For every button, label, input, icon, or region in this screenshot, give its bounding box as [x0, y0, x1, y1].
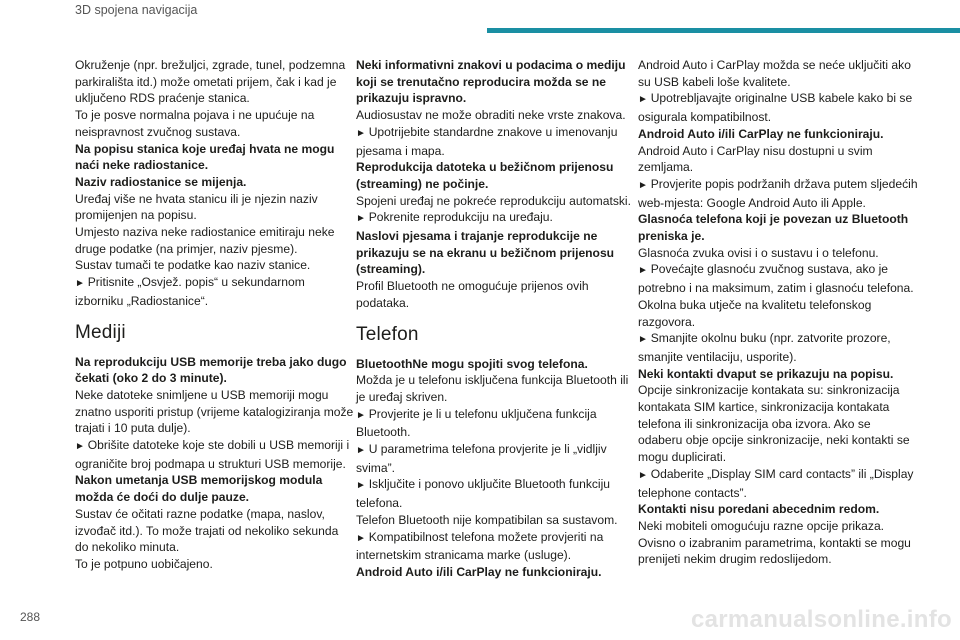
arrow-bullet-icon: ► [638, 265, 651, 277]
section-title: 3D spojena navigacija [75, 3, 198, 17]
instruction-text: Kompatibilnost telefona možete provjeriti na internetskim stranicama marke (usluge). [356, 529, 604, 563]
body-text: To je posve normalna pojava i ne upućuje na neispravnost zvučnog sustava. [75, 108, 315, 139]
arrow-bullet-icon: ► [356, 445, 369, 457]
problem-statement: Neki kontakti dvaput se prikazuju na popisu. [638, 366, 894, 381]
page-number: 288 [20, 610, 41, 624]
instruction-text: Isključite i ponovo uključite Bluetooth funkciju telefona. [356, 477, 611, 511]
body-text: Neki mobiteli omogućuju razne opcije prikaza. Ovisno o izabranim parametrima, kontakti se mogu prenijeti nekim drugim redoslijedom. [638, 518, 911, 567]
problem-statement: Na reprodukciju USB memorije treba jako dugo čekati (oko 2 do 3 minute). [75, 354, 347, 386]
body-text: Možda je u telefonu isključena funkcija Bluetooth ili je uređaj skriven. [356, 373, 629, 404]
instruction-item [638, 176, 918, 211]
instruction-item [356, 529, 636, 564]
instruction-text: U parametrima telefona provjerite je li „vidljiv svima”. [356, 442, 607, 475]
body-text: Neke datoteke snimljene u USB memoriji mogu znatno usporiti pristup (vrijeme katalogiziranja može trajati i 10 puta dulje). [75, 387, 354, 436]
arrow-bullet-icon: ► [638, 334, 651, 346]
body-text: Android Auto i CarPlay možda se neće uključiti ako su USB kabeli loše kvalitete. [638, 58, 911, 89]
instruction-text: Pokrenite reprodukciju na uređaju. [368, 210, 553, 225]
body-text: Uređaj više ne hvata stanicu ili je njezin naziv promijenjen na popisu. [75, 191, 318, 223]
instruction-item [638, 90, 918, 125]
instruction-item [356, 441, 636, 476]
arrow-bullet-icon: ► [638, 94, 651, 106]
problem-statement: Na popisu stanica koje uređaj hvata ne mogu naći neke radiostanice. [75, 141, 335, 173]
body-text: Umjesto naziva neke radiostanice emitiraju neke druge podatke (na primjer, naziv pjesme). [75, 225, 335, 256]
instruction-item [356, 209, 636, 228]
body-text: Telefon Bluetooth nije kompatibilan sa sustavom. [356, 512, 618, 527]
instruction-text: Upotrijebite standardne znakove u imenovanju pjesama i mapa. [356, 124, 618, 158]
text-column-1 [75, 57, 355, 573]
problem-statement: Naziv radiostanice se mijenja. [75, 174, 247, 189]
instruction-item [356, 406, 636, 441]
body-text: Spojeni uređaj ne pokreće reprodukciju automatski. [356, 193, 631, 208]
instruction-item [638, 330, 918, 365]
body-text: Android Auto i CarPlay nisu dostupni u svim zemljama. [638, 143, 873, 175]
body-text: To je potpuno uobičajeno. [75, 556, 213, 571]
section-heading: Telefon [356, 323, 419, 345]
problem-statement: Glasnoća telefona koji je povezan uz Bluetooth preniska je. [638, 212, 909, 244]
problem-statement: Nakon umetanja USB memorijskog modula možda će doći do dulje pauze. [75, 473, 323, 505]
arrow-bullet-icon: ► [638, 469, 651, 481]
arrow-bullet-icon: ► [356, 532, 369, 544]
problem-statement: Naslovi pjesama i trajanje reprodukcije ne prikazuju se na ekranu u bežičnom prijenosu (streaming). [356, 229, 615, 277]
arrow-bullet-icon: ► [75, 441, 88, 453]
arrow-bullet-icon: ► [356, 409, 369, 421]
body-text: Glasnoća zvuka ovisi i o sustavu i o telefonu. [638, 245, 879, 260]
arrow-bullet-icon: ► [638, 179, 651, 191]
body-text: Sustav će očitati razne podatke (mapa, naslov, izvođač itd.). To može trajati od nekoliko sekunda do nekoliko minuta. [75, 506, 339, 555]
problem-statement: Reprodukcija datoteka u bežičnom prijenosu (streaming) ne počinje. [356, 160, 614, 191]
instruction-text: Pritisnite „Osvjež. popis“ u sekundarnom izborniku „Radiostanice“. [75, 275, 305, 308]
arrow-bullet-icon: ► [356, 480, 369, 492]
body-text: Okruženje (npr. brežuljci, zgrade, tunel, podzemna parkirališta itd.) može ometati prijem, čak i kad je uključeno RDS praćenje stanica. [75, 58, 346, 106]
instruction-item [75, 274, 355, 309]
body-text: Audiosustav ne može obraditi neke vrste znakova. [356, 108, 626, 123]
body-text: Profil Bluetooth ne omogućuje prijenos ovih podataka. [356, 279, 589, 310]
problem-statement: Neki informativni znakovi u podacima o mediju koji se trenutačno reproducira možda se ne prikazuju ispravno. [356, 58, 626, 106]
arrow-bullet-icon: ► [356, 213, 369, 225]
problem-statement: Kontakti nisu poredani abecednim redom. [638, 502, 880, 517]
text-column-3 [638, 57, 918, 568]
arrow-bullet-icon: ► [356, 127, 369, 139]
body-text: Okolna buka utječe na kvalitetu telefonskog razgovora. [638, 297, 872, 329]
problem-statement: Android Auto i/ili CarPlay ne funkcioniraju. [638, 126, 884, 141]
instruction-text: Provjerite popis podržanih država putem sljedećih web-mjesta: Google Android Auto ili Apple. [638, 176, 918, 210]
problem-statement: BluetoothNe mogu spojiti svog telefona. [356, 356, 588, 371]
instruction-text: Upotrebljavajte originalne USB kabele kako bi se osigurala kompatibilnost. [638, 91, 913, 125]
instruction-item [638, 466, 918, 501]
instruction-item [75, 437, 355, 472]
instruction-text: Provjerite je li u telefonu uključena funkcija Bluetooth. [356, 406, 597, 440]
section-heading: Mediji [75, 321, 126, 343]
watermark: carmanualsonline.info [690, 606, 952, 633]
problem-statement: Android Auto i/ili CarPlay ne funkcioniraju. [356, 564, 602, 579]
text-column-2 [356, 57, 636, 581]
arrow-bullet-icon: ► [75, 278, 88, 290]
instruction-item [356, 124, 636, 159]
instruction-text: Obrišite datoteke koje ste dobili u USB memoriji i ograničite broj podmapa u strukturi USB memorije. [75, 438, 350, 471]
instruction-item [638, 261, 918, 296]
body-text: Sustav tumači te podatke kao naziv stanice. [75, 258, 311, 273]
header-accent-bar [487, 28, 960, 33]
instruction-text: Odaberite „Display SIM card contacts” ili „Display telephone contacts”. [638, 466, 914, 500]
instruction-text: Smanjite okolnu buku (npr. zatvorite prozore, smanjite ventilaciju, usporite). [638, 331, 891, 364]
body-text: Opcije sinkronizacije kontakata su: sinkronizacija kontakata SIM kartice, sinkronizacija kontakata telefona ili sinkronizacija oba izvora. Ako se odaberu obje opcije sinkronizacije, neki kontakti se mogu duplicirati. [638, 383, 910, 465]
instruction-text: Povećajte glasnoću zvučnog sustava, ako je potrebno i na maksimum, zatim i glasnoću telefona. [638, 262, 914, 296]
instruction-item [356, 476, 636, 511]
